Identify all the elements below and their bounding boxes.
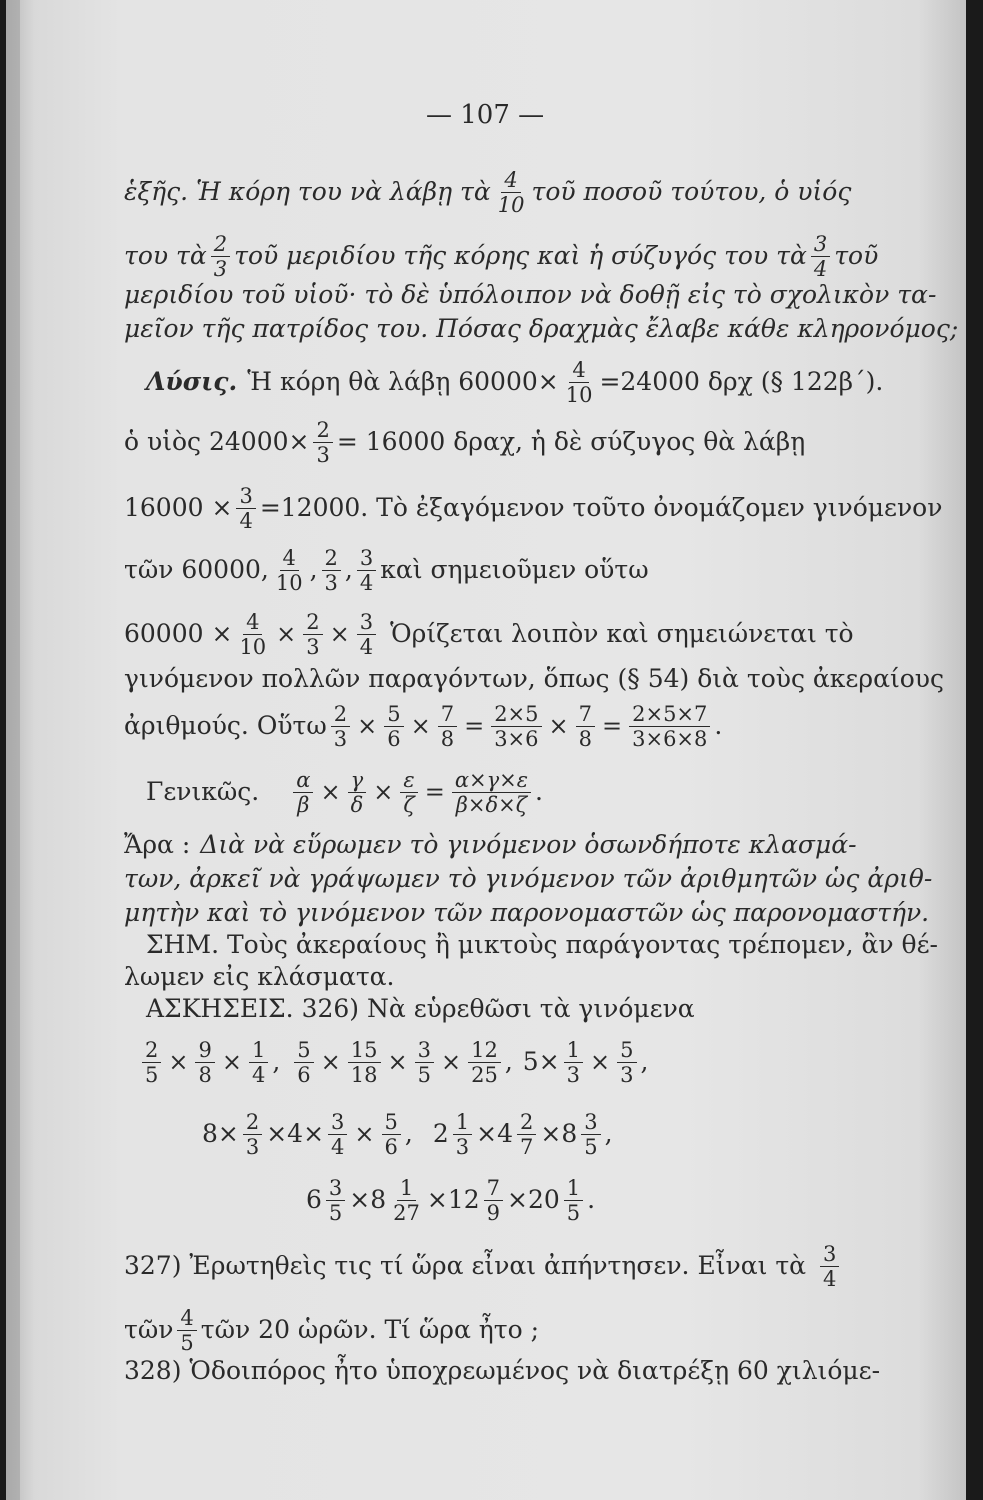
fraction: $\frac{15}{18}$ [348,1038,381,1087]
fraction: $\frac{3}{4}$ [357,610,376,659]
exercise-row-3: 6 $\frac{3}{5}$ ×8 $\frac{1}{27}$ ×12 $\frac{7}{9}$ ×20 $\frac{1}{5}$ . [306,1175,596,1225]
exercise-327: 327) Ἐρωτηθεὶς τις τί ὥρα εἶναι ἀπήντησεν. Εἶναι τὰ $\frac{3}{4}$ [124,1236,843,1296]
fraction: $\frac{2}{3}$ [331,702,350,751]
text-line-3: μεριδίου τοῦ υἱοῦ· τὸ δὲ ὑπόλοιπον νὰ δοθῇ εἰς τὸ σχολικὸν τα- [124,280,937,309]
fraction: $\frac{4}{10}$ [275,545,303,595]
page-number: — 107 — [426,100,545,130]
solution-label: Λύσις. [146,367,238,396]
fraction: $\frac{12}{25}$ [468,1038,501,1087]
fraction: $\frac{5}{6}$ [382,1110,401,1159]
text-line-2: του τὰ $\frac{2}{3}$ τοῦ μεριδίου τῆς κόρης καὶ ἡ σύζυγός του τὰ $\frac{3}{4}$ τοῦ [124,231,879,281]
fraction: $\frac{1}{3}$ [453,1110,472,1159]
fraction: $\frac{2}{3}$ [211,232,230,281]
fraction: $\frac{7}{8}$ [438,702,457,751]
fraction: $\frac{4}{10}$ [565,357,593,407]
exercise-327-cont: τῶν $\frac{4}{5}$ τῶν 20 ὡρῶν. Τί ὥρα ἦτο ; [124,1305,540,1355]
fraction: $\frac{3}{4}$ [357,546,376,595]
fraction: $\frac{9}{8}$ [195,1038,214,1087]
fraction: $\frac{5}{6}$ [294,1038,313,1087]
text-line-11: ἀριθμούς. Οὕτω $\frac{2}{3}$ × $\frac{5}{6}$ × $\frac{7}{8}$ = $\frac{2\times 5}{3\times 6}$ × $\frac{7}{8}$ = $\frac{2\times 5\times 7}{3\times 6\times 8}$ . [124,701,723,751]
fraction: $\frac{\gamma}{\delta}$ [348,768,367,817]
fraction: $\frac{4}{10}$ [497,167,525,217]
fraction: $\frac{1}{27}$ [393,1175,420,1225]
fraction: $\frac{3}{4}$ [328,1110,347,1159]
text-line-13: Ἄρα : Διὰ νὰ εὕρωμεν τὸ γινόμενον ὁσωνδήποτε κλασμά- [124,830,857,859]
fraction: $\frac{7}{9}$ [484,1176,503,1225]
text-line-1: ἑξῆς. Ἡ κόρη του νὰ λάβῃ τὰ $\frac{4}{10}$ τοῦ ποσοῦ τούτου, ὁ υἱός [124,167,852,217]
fraction: $\frac{2}{3}$ [243,1110,262,1159]
fraction: $\frac{2}{3}$ [322,546,341,595]
fraction: $\frac{\alpha}{\beta}$ [293,768,313,817]
exercise-row-1: $\frac{2}{5}$ × $\frac{9}{8}$ × $\frac{1}{4}$ , $\frac{5}{6}$ × $\frac{15}{18}$ × $\frac{3}{5}$ × $\frac{12}{25}$ , 5× $\frac{1}{3}$ × $\frac{5}{3}$ , [138,1032,648,1092]
fraction: $\frac{4}{5}$ [177,1306,196,1355]
text-line-8: τῶν 60000, $\frac{4}{10}$ , $\frac{2}{3}$ , $\frac{3}{4}$ καὶ σημειοῦμεν οὕτω [124,545,649,595]
fraction: $\frac{4}{10}$ [239,609,267,659]
text-line-15: μητὴν καὶ τὸ γινόμενον τῶν παρονομαστῶν ὡς παρονομαστήν. [124,898,930,927]
text-line-7: 16000 × $\frac{3}{4}$ =12000. Τὸ ἐξαγόμενον τοῦτο ὀνομάζομεν γινόμενον [124,483,943,533]
text-line-12: Γενικῶς. $\frac{\alpha}{\beta}$ × $\frac{\gamma}{\delta}$ × $\frac{\varepsilon}{\zeta}$ = $\frac{\alpha\times\gamma\times\varepsilon}{\beta\times\delta\times\zeta}$ . [146,767,543,817]
fraction: $\frac{2}{5}$ [142,1038,161,1087]
fraction: $\frac{3}{5}$ [415,1038,434,1087]
fraction: $\frac{1}{5}$ [564,1176,583,1225]
text-line-4: μεῖον τῆς πατρίδος του. Πόσας δραχμὰς ἔλαβε κάθε κληρονόμος; [124,314,959,343]
exercise-row-2: 8× $\frac{2}{3}$ ×4× $\frac{3}{4}$ × $\frac{5}{6}$ , 2 $\frac{1}{3}$ ×4 $\frac{2}{7}$ ×8 $\frac{3}{5}$ , [202,1109,613,1159]
fraction: $\frac{1}{4}$ [249,1038,268,1087]
text-line-10: γινόμενον πολλῶν παραγόντων, ὅπως (§ 54) διὰ τοὺς ἀκεραίους [124,664,945,693]
fraction: $\frac{5}{3}$ [617,1038,636,1087]
text-line-9: 60000 × $\frac{4}{10}$ × $\frac{2}{3}$ × $\frac{3}{4}$ Ὁρίζεται λοιπὸν καὶ σημειώνεται τὸ [124,609,854,659]
exercise-328: 328) Ὁδοιπόρος ἦτο ὑποχρεωμένος νὰ διατρέξῃ 60 χιλιόμε- [124,1356,881,1385]
fraction: $\frac{2}{7}$ [517,1110,536,1159]
fraction: $\frac{2\times 5\times 7}{3\times 6\times 8}$ [629,702,710,751]
fraction: $\frac{2}{3}$ [303,610,322,659]
book-page [6,0,966,1500]
text-line-14: των, ἀρκεῖ νὰ γράψωμεν τὸ γινόμενον τῶν ἀριθμητῶν ὡς ἀριθ- [124,864,933,893]
fraction: $\frac{\varepsilon}{\zeta}$ [400,768,417,817]
page-spine-shadow [6,0,20,1500]
fraction: $\frac{2\times 5}{3\times 6}$ [491,702,541,751]
fraction: $\frac{7}{8}$ [576,702,595,751]
fraction: $\frac{5}{6}$ [384,702,403,751]
text-line-17: λωμεν εἰς κλάσματα. [124,962,395,991]
fraction: $\frac{3}{4}$ [811,232,830,281]
note-line: ΣΗΜ. Τοὺς ἀκεραίους ἢ μικτοὺς παράγοντας τρέπομεν, ἂν θέ- [146,930,938,959]
fraction: $\frac{\alpha\times\gamma\times\varepsilon}{\beta\times\delta\times\zeta}$ [452,768,531,817]
fraction: $\frac{3}{4}$ [236,484,255,533]
text-line-6: ὁ υἱὸς 24000× $\frac{2}{3}$ = 16000 δραχ, ἡ δὲ σύζυγος θὰ λάβῃ [124,417,806,467]
fraction: $\frac{1}{3}$ [564,1038,583,1087]
fraction: $\frac{2}{3}$ [313,418,332,467]
solution-line: Λύσις. Ἡ κόρη θὰ λάβῃ 60000× $\frac{4}{10}$ =24000 δρχ (§ 122β΄). [146,357,884,407]
exercises-heading: ΑΣΚΗΣΕΙΣ. 326) Νὰ εὑρεθῶσι τὰ γινόμενα [146,994,695,1023]
fraction: $\frac{3}{5}$ [326,1176,345,1225]
fraction: $\frac{3}{5}$ [581,1110,600,1159]
fraction: $\frac{3}{4}$ [820,1242,839,1291]
